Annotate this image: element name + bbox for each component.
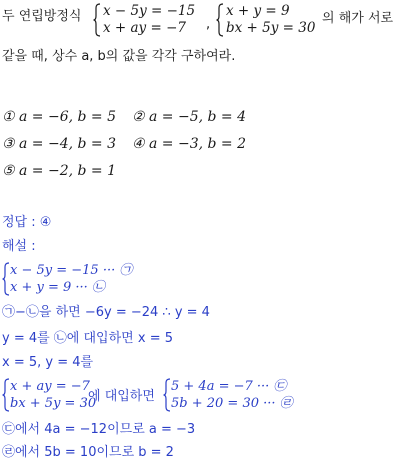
choice-5[interactable]: ⑤ a = −2, b = 1 [2,163,117,179]
choice-4[interactable]: ④ a = −3, b = 2 [132,136,247,152]
system-a [2,262,152,296]
system-a-eq2: x + y = 9 ··· ㉡ [10,280,105,295]
solution-step1: ㉠−㉡을 하면 −6y = −24 ∴ y = 4 [2,305,210,320]
question-comma: , [206,17,211,32]
system-c-eq1: 5 + 4a = −7 ··· ㉢ [171,379,287,394]
left-brace-icon [93,3,101,37]
solution-step2: y = 4를 ㉡에 대입하면 x = 5 [2,331,173,346]
left-brace-icon [2,262,10,296]
system-b-eq2: bx + 5y = 30 [10,396,97,411]
solution-step6: ㉣에서 5b = 10이므로 b = 2 [2,445,174,460]
question-prefix: 두 연립방정식 [2,9,82,24]
left-brace-icon [216,3,224,37]
system-1-eq2: x + ay = −7 [103,20,186,36]
system-2-eq1: x + y = 9 [226,3,290,19]
solution-step4-mid: 에 대입하면 [88,389,155,404]
solution-step3: x = 5, y = 4를 [2,355,94,370]
answer: 정답 : ④ [2,215,52,230]
system-1 [93,3,196,37]
system-a-eq1: x − 5y = −15 ··· ㉠ [10,263,133,278]
choice-1[interactable]: ① a = −6, b = 5 [2,109,117,125]
choice-2[interactable]: ② a = −5, b = 4 [132,109,247,125]
system-2-eq2: bx + 5y = 30 [226,20,316,36]
system-b [2,378,97,412]
question-suffix: 의 해가 서로 [322,11,394,26]
solution-step5: ㉢에서 4a = −12이므로 a = −3 [2,422,196,437]
system-1-eq1: x − 5y = −15 [103,3,196,19]
explanation-title: 해설 : [2,239,36,254]
system-2 [216,3,326,37]
system-c-eq2: 5b + 20 = 30 ··· ㉣ [171,396,293,411]
system-c [163,378,298,412]
left-brace-icon [163,378,171,412]
choice-3[interactable]: ③ a = −4, b = 3 [2,136,117,152]
question-line2: 같을 때, 상수 a, b의 값을 각각 구하여라. [2,49,236,64]
left-brace-icon [2,378,10,412]
system-b-eq1: x + ay = −7 [10,379,90,394]
